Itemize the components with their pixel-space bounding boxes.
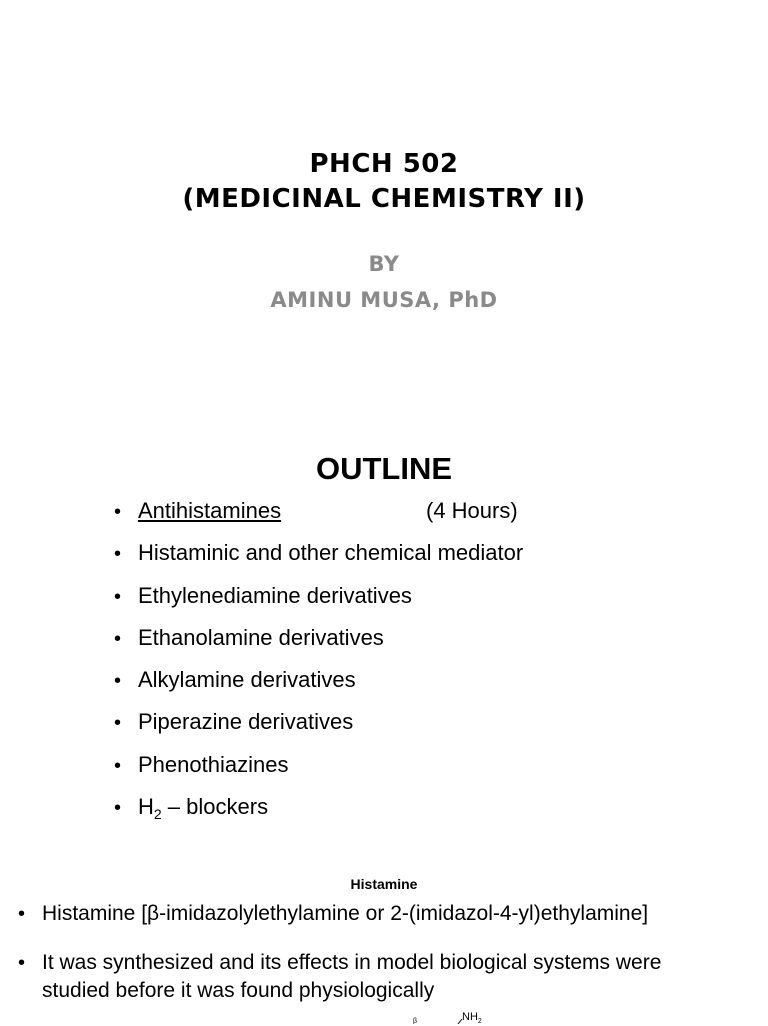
h2-rest: – blockers xyxy=(161,794,269,820)
outline-item-label: Alkylamine derivatives xyxy=(138,667,356,693)
histamine-heading: Histamine xyxy=(350,876,418,892)
histamine-structure xyxy=(400,1006,510,1024)
outline-item xyxy=(114,744,523,786)
structure-amine-label: $NH_2$ xyxy=(462,1011,482,1024)
bullet-icon: • xyxy=(114,585,122,608)
outline-item-label: Piperazine derivatives xyxy=(138,709,354,735)
bullet-icon: • xyxy=(18,952,26,974)
outline-item xyxy=(114,617,523,659)
outline-item-label: Ethanolamine derivatives xyxy=(138,624,384,650)
bullet-icon: • xyxy=(114,501,122,523)
histamine-item-text: It was synthesized and its effects in model biological systems were studied before it was found physiologically xyxy=(42,951,662,1002)
outline-item xyxy=(114,701,523,743)
bullet-icon: • xyxy=(114,670,122,693)
outline-item-label: Ethylenediamine derivatives xyxy=(138,582,412,608)
course-title: (MEDICINAL CHEMISTRY II) xyxy=(182,184,586,214)
histamine-list xyxy=(18,900,732,1026)
outline-list xyxy=(114,490,523,828)
histamine-item xyxy=(18,900,732,928)
course-code: PHCH 502 xyxy=(309,149,459,179)
author-name: AMINU MUSA, PhD xyxy=(270,288,498,312)
outline-item xyxy=(114,659,523,701)
h2-letter: H xyxy=(138,794,154,820)
outline-item xyxy=(114,532,523,574)
outline-item-label: Histaminic and other chemical mediator xyxy=(138,540,524,566)
histamine-item xyxy=(18,949,732,1005)
outline-heading: OUTLINE xyxy=(315,451,453,486)
bullet-icon: • xyxy=(114,543,122,566)
outline-item xyxy=(114,786,523,828)
h2-subscript: 2 xyxy=(153,806,162,823)
by-label: BY xyxy=(368,252,400,276)
histamine-item-text: Histamine [β-imidazolylethylamine or 2-(imidazol-4-yl)ethylamine] xyxy=(42,902,649,925)
bullet-icon: • xyxy=(114,754,122,777)
outline-item xyxy=(114,490,523,532)
bullet-icon: • xyxy=(114,627,122,650)
bullet-icon: • xyxy=(114,797,122,820)
bullet-icon: • xyxy=(114,712,122,735)
outline-item-label: Antihistamines xyxy=(138,498,282,523)
structure-beta-label: β xyxy=(413,1018,418,1024)
outline-item-hours: (4 Hours) xyxy=(426,498,518,523)
outline-item xyxy=(114,575,523,617)
outline-item-label: Phenothiazines xyxy=(138,751,289,777)
bullet-icon: • xyxy=(18,903,26,925)
